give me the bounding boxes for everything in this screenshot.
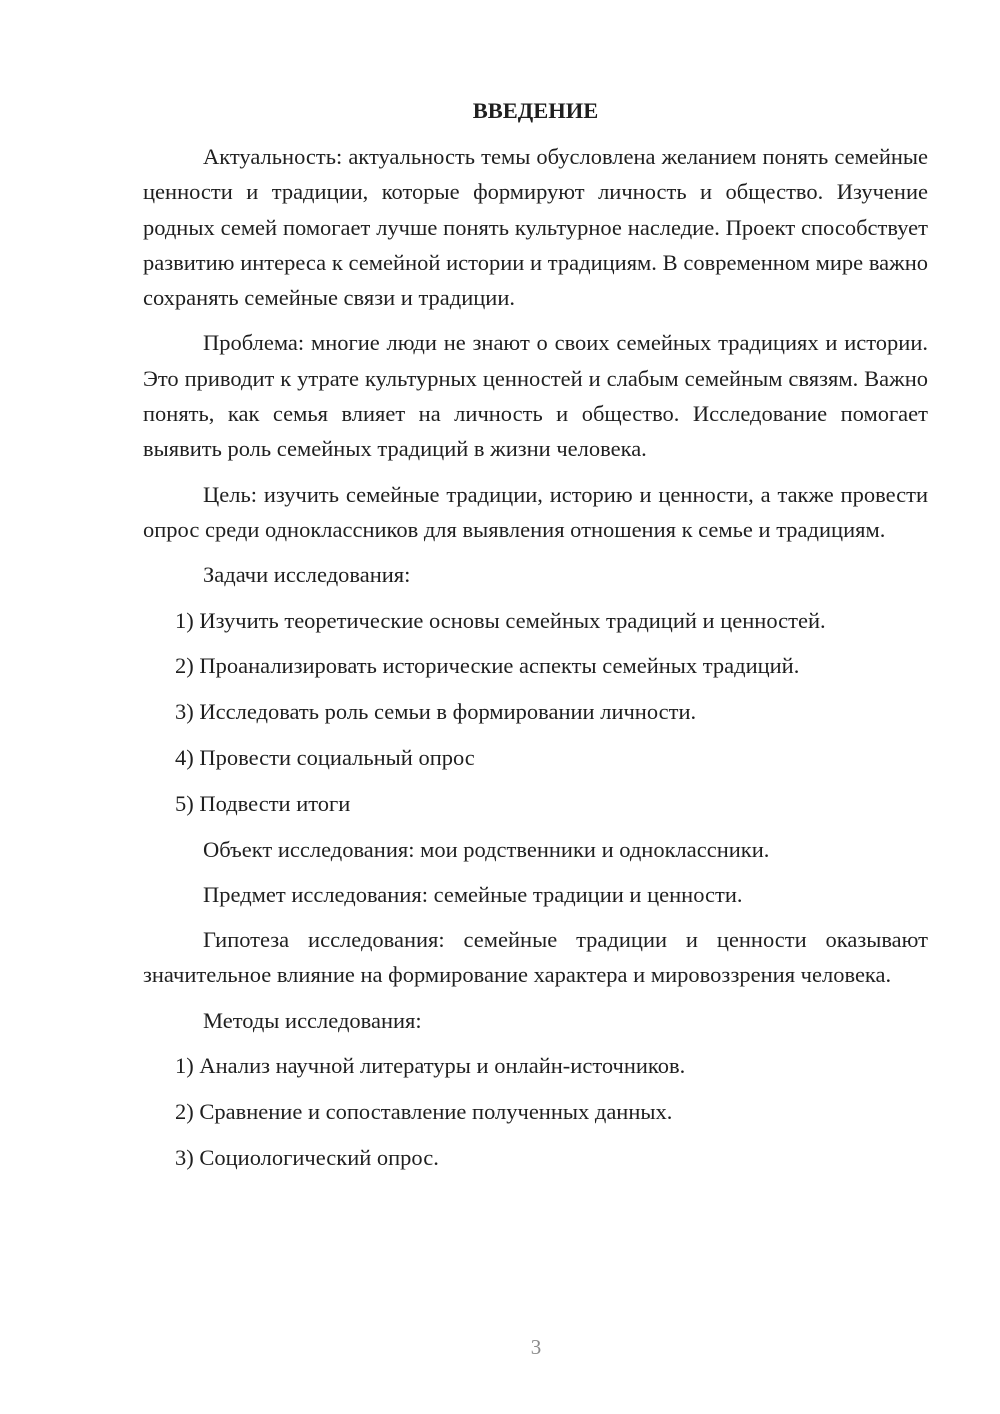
task-item: 4) Провести социальный опрос — [175, 744, 475, 770]
research-object: Объект исследования: мои родственники и одноклассники. — [203, 836, 770, 862]
goal-paragraph: Цель: изучить семейные традиции, историю и ценности, а также провести опрос среди одноклассников для выявления отношения к семье и традициям. — [143, 481, 928, 542]
page-number-label: 3 — [530, 1335, 542, 1359]
tasks-label: Задачи исследования: — [203, 562, 411, 588]
task-item: 2) Проанализировать исторические аспекты семейных традиций. — [175, 653, 800, 679]
task-item: 1) Изучить теоретические основы семейных традиций и ценностей. — [175, 607, 826, 633]
section-heading: ВВЕДЕНИЕ — [472, 98, 599, 123]
method-item: 2) Сравнение и сопоставление полученных данных. — [175, 1098, 673, 1124]
task-item: 3) Исследовать роль семьи в формировании личности. — [175, 699, 697, 725]
hypothesis-paragraph: Гипотеза исследования: семейные традиции и ценности оказывают значительное влияние на формирование характера и мировоззрения человека. — [143, 927, 928, 988]
problem-paragraph: Проблема: многие люди не знают о своих семейных традициях и истории. Это приводит к утрате культурных ценностей и слабым семейным связям. Важно понять, как семья влияет на личность и общество. Исследование помогает выявить роль семейных традиций в жизни человека. — [143, 330, 928, 462]
task-item: 5) Подвести итоги — [175, 790, 351, 816]
methods-label: Методы исследования: — [203, 1007, 422, 1033]
page-number — [0, 1333, 1000, 1361]
research-subject: Предмет исследования: семейные традиции и ценности. — [203, 881, 743, 907]
relevance-paragraph: Актуальность: актуальность темы обусловлена желанием понять семейные ценности и традиции, которые формируют личность и общество. Изучение родных семей помогает лучше понять культурное наследие. Проект способствует развитию интереса к семейной истории и традициям. В современном мире важно сохранять семейные связи и традиции. — [143, 144, 928, 311]
method-item: 3) Социологический опрос. — [175, 1144, 439, 1170]
method-item: 1) Анализ научной литературы и онлайн-источников. — [175, 1053, 686, 1079]
document-body — [143, 94, 928, 1185]
